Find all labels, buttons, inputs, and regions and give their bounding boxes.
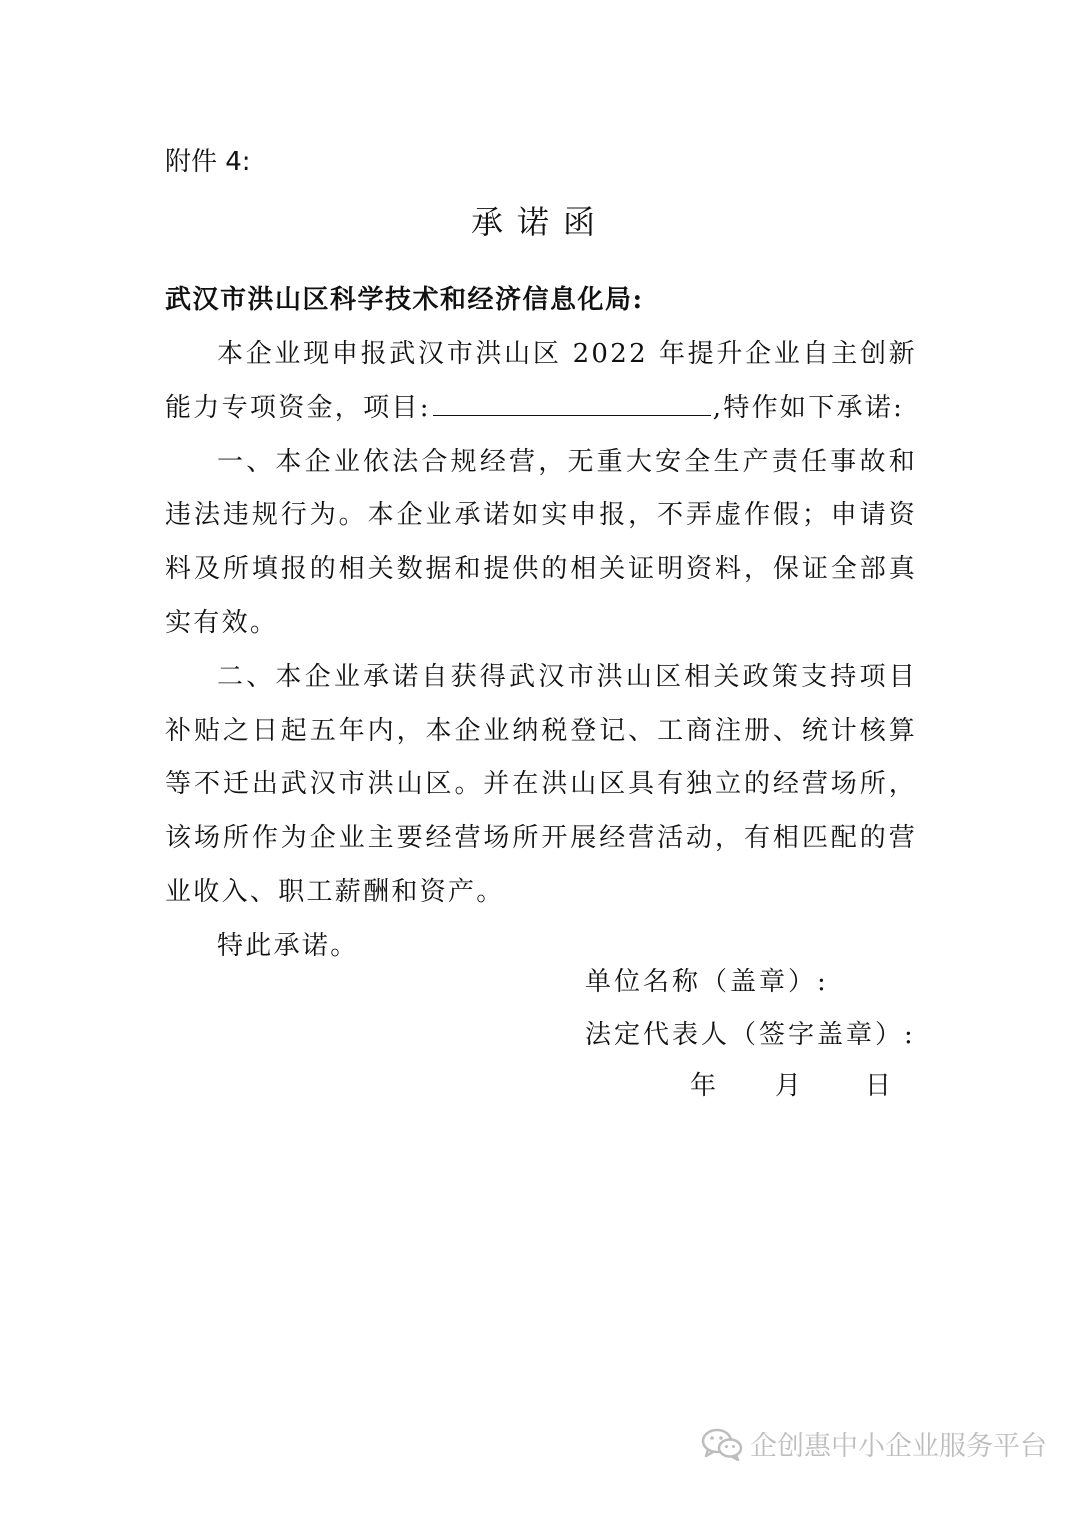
date-day-label: 日 [865,1071,892,1101]
watermark [700,1424,1047,1463]
date-month-label: 月 [775,1071,802,1101]
signature-rep-label: 法定代表人（签字盖章）: [585,1020,916,1050]
document-title: 承诺函 [470,203,609,241]
intro-text: 本企业现申报武汉市洪山区 2022 年提升企业自主创新能力专项资金，项目: [165,339,917,423]
recipient: 武汉市洪山区科学技术和经济信息化局: [165,285,644,315]
date-year-label: 年 [690,1071,717,1101]
attachment-label: 附件 4: [165,147,251,177]
clause-2: 二、本企业承诺自获得武汉市洪山区相关政策支持项目补贴之日起五年内，本企业纳税登记、工商注册、统计核算等不迁出武汉市洪山区。并在洪山区具有独立的经营场所，该场所作为企业主要经营场所开展经营活动，有相匹配的营业收入、职工薪酬和资产。 [165,661,917,907]
closing-line: 特此承诺。 [217,930,359,961]
clause-1: 一、本企业依法合规经营，无重大安全生产责任事故和违法违规行为。本企业承诺如实申报，不弄虚作假；申请资料及所填报的相关数据和提供的相关证明资料，保证全部真实有效。 [165,446,917,638]
letter-body [165,328,917,974]
watermark-text: 企创惠中小企业服务平台 [750,1431,1047,1462]
project-blank-line [433,391,711,416]
signature-unit-label: 单位名称（盖章）: [585,967,829,997]
intro-paragraph [165,328,917,436]
wechat-icon [700,1427,744,1461]
intro-tail: ,特作如下承诺: [712,392,905,423]
